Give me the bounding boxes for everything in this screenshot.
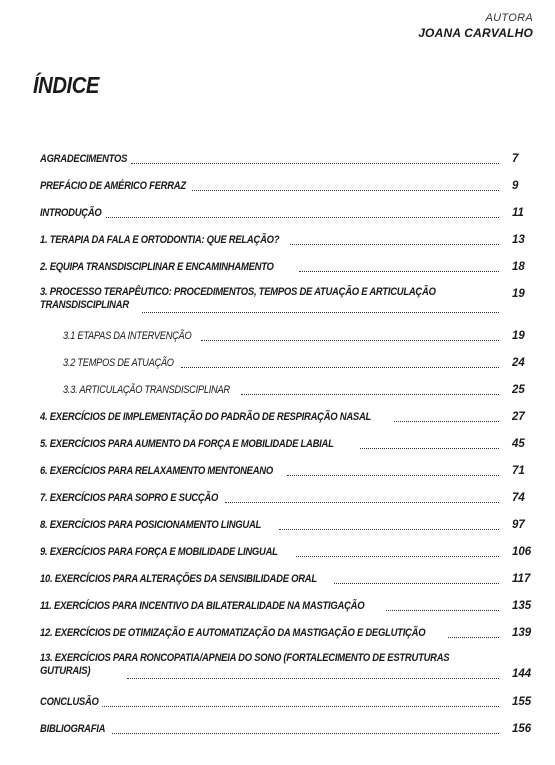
toc-entry-title: BIBLIOGRAFIA: [40, 723, 106, 735]
toc-entry-title: 11. EXERCÍCIOS PARA INCENTIVO DA BILATERALIDADE NA MASTIGAÇÃO: [40, 600, 365, 612]
toc-entry-page: 106: [512, 546, 532, 558]
toc-entry-page: 25: [512, 384, 525, 396]
toc-entry-page: 11: [512, 207, 524, 219]
toc-entry-chapter-8[interactable]: [40, 517, 534, 533]
toc-entry-page: 156: [512, 723, 532, 735]
dot-leader: [290, 244, 499, 245]
dot-leader: [334, 583, 499, 584]
dot-leader: [287, 475, 499, 476]
toc-entry-page: 13: [512, 234, 525, 246]
toc-entry-title: 1. TERAPIA DA FALA E ORTODONTIA: QUE RELAÇÃO?: [40, 234, 280, 246]
toc-entry-page: 71: [512, 465, 525, 477]
toc-entry-title: 5. EXERCÍCIOS PARA AUMENTO DA FORÇA E MOBILIDADE LABIAL: [40, 438, 334, 450]
toc-entry-chapter-4[interactable]: [40, 409, 534, 425]
toc-entry-page: 9: [512, 180, 519, 192]
dot-leader: [386, 610, 499, 611]
toc-entry-prefacio[interactable]: [40, 178, 534, 194]
dot-leader: [192, 190, 499, 191]
toc-entry-page: 117: [512, 573, 531, 585]
toc-entry-introducao[interactable]: [40, 205, 534, 221]
toc-entry-title: INTRODUÇÃO: [40, 207, 102, 219]
toc-entry-chapter-9[interactable]: [40, 544, 534, 560]
toc-entry-section-3-2[interactable]: [40, 355, 534, 371]
toc-entry-conclusao[interactable]: [40, 694, 534, 710]
toc-entry-page: 45: [512, 438, 525, 450]
toc-entry-page: 19: [512, 288, 525, 300]
toc-entry-title: 3. PROCESSO TERAPÊUTICO: PROCEDIMENTOS, TEMPOS DE ATUAÇÃO E ARTICULAÇÃO TRANSDISCIPLINAR: [40, 286, 436, 311]
toc-entry-page: 74: [512, 492, 525, 504]
dot-leader: [394, 421, 499, 422]
toc-entry-bibliografia[interactable]: [40, 721, 534, 737]
toc-entry-title: 3.1 ETAPAS DA INTERVENÇÃO: [63, 330, 192, 342]
toc-entry-chapter-12[interactable]: [40, 625, 534, 641]
toc-entry-title: 12. EXERCÍCIOS DE OTIMIZAÇÃO E AUTOMATIZAÇÃO DA MASTIGAÇÃO E DEGLUTIÇÃO: [40, 627, 426, 639]
dot-leader: [112, 733, 499, 734]
dot-leader: [142, 312, 499, 313]
toc-entry-chapter-2[interactable]: [40, 259, 534, 275]
toc-entry-title: 7. EXERCÍCIOS PARA SOPRO E SUCÇÃO: [40, 492, 219, 504]
author-block: [418, 11, 533, 41]
toc-entry-chapter-10[interactable]: [40, 571, 534, 587]
dot-leader: [106, 217, 499, 218]
toc-entry-page: 155: [512, 696, 532, 708]
toc-entry-title: 2. EQUIPA TRANSDISCIPLINAR E ENCAMINHAMENTO: [40, 261, 274, 273]
toc-entry-page: 19: [512, 330, 525, 342]
toc-entry-page: 7: [512, 153, 519, 165]
author-name: JOANA CARVALHO: [418, 26, 533, 40]
dot-leader: [360, 448, 499, 449]
toc-entry-page: 135: [512, 600, 532, 612]
toc-entry-title: PREFÁCIO DE AMÉRICO FERRAZ: [40, 180, 186, 192]
dot-leader: [181, 367, 499, 368]
toc-entry-page: 97: [512, 519, 525, 531]
toc-entry-chapter-6[interactable]: [40, 463, 534, 479]
dot-leader: [296, 556, 499, 557]
dot-leader: [102, 706, 499, 707]
dot-leader: [225, 502, 499, 503]
toc-entry-title: CONCLUSÃO: [40, 696, 99, 708]
toc-entry-title: 8. EXERCÍCIOS PARA POSICIONAMENTO LINGUAL: [40, 519, 262, 531]
dot-leader: [279, 529, 499, 530]
toc-entry-chapter-5[interactable]: [40, 436, 534, 452]
toc-entry-chapter-3[interactable]: [40, 286, 534, 316]
toc-entry-title: 3.3. ARTICULAÇÃO TRANSDISCIPLINAR: [63, 384, 230, 396]
toc-entry-title: 3.2 TEMPOS DE ATUAÇÃO: [63, 357, 174, 369]
dot-leader: [448, 637, 499, 638]
toc-entry-page: 139: [512, 627, 532, 639]
toc-entry-page: 27: [512, 411, 525, 423]
toc-entry-chapter-13[interactable]: [40, 652, 534, 682]
dot-leader: [299, 271, 499, 272]
toc-entry-chapter-1[interactable]: [40, 232, 534, 248]
toc-entry-page: 24: [512, 357, 525, 369]
toc-entry-title: 10. EXERCÍCIOS PARA ALTERAÇÕES DA SENSIBILIDADE ORAL: [40, 573, 317, 585]
toc-entry-chapter-11[interactable]: [40, 598, 534, 614]
author-label: AUTORA: [485, 12, 533, 24]
toc-entry-page: 144: [512, 668, 532, 680]
dot-leader: [127, 678, 499, 679]
toc-entry-title: 6. EXERCÍCIOS PARA RELAXAMENTO MENTONEANO: [40, 465, 273, 477]
toc-entry-section-3-1[interactable]: [40, 328, 534, 344]
toc-entry-agradecimentos[interactable]: [40, 151, 534, 167]
toc-entry-section-3-3[interactable]: [40, 382, 534, 398]
toc-entry-title: AGRADECIMENTOS: [40, 153, 128, 165]
dot-leader: [241, 394, 499, 395]
page-title: ÍNDICE: [33, 72, 99, 98]
toc-entry-title: 9. EXERCÍCIOS PARA FORÇA E MOBILIDADE LINGUAL: [40, 546, 278, 558]
toc-entry-chapter-7[interactable]: [40, 490, 534, 506]
toc-entry-page: 18: [512, 261, 525, 273]
toc-entry-title: 13. EXERCÍCIOS PARA RONCOPATIA/APNEIA DO SONO (FORTALECIMENTO DE ESTRUTURAS GUTURAIS): [40, 652, 450, 677]
dot-leader: [201, 340, 499, 341]
toc-entry-title: 4. EXERCÍCIOS DE IMPLEMENTAÇÃO DO PADRÃO DE RESPIRAÇÃO NASAL: [40, 411, 372, 423]
dot-leader: [131, 163, 499, 164]
